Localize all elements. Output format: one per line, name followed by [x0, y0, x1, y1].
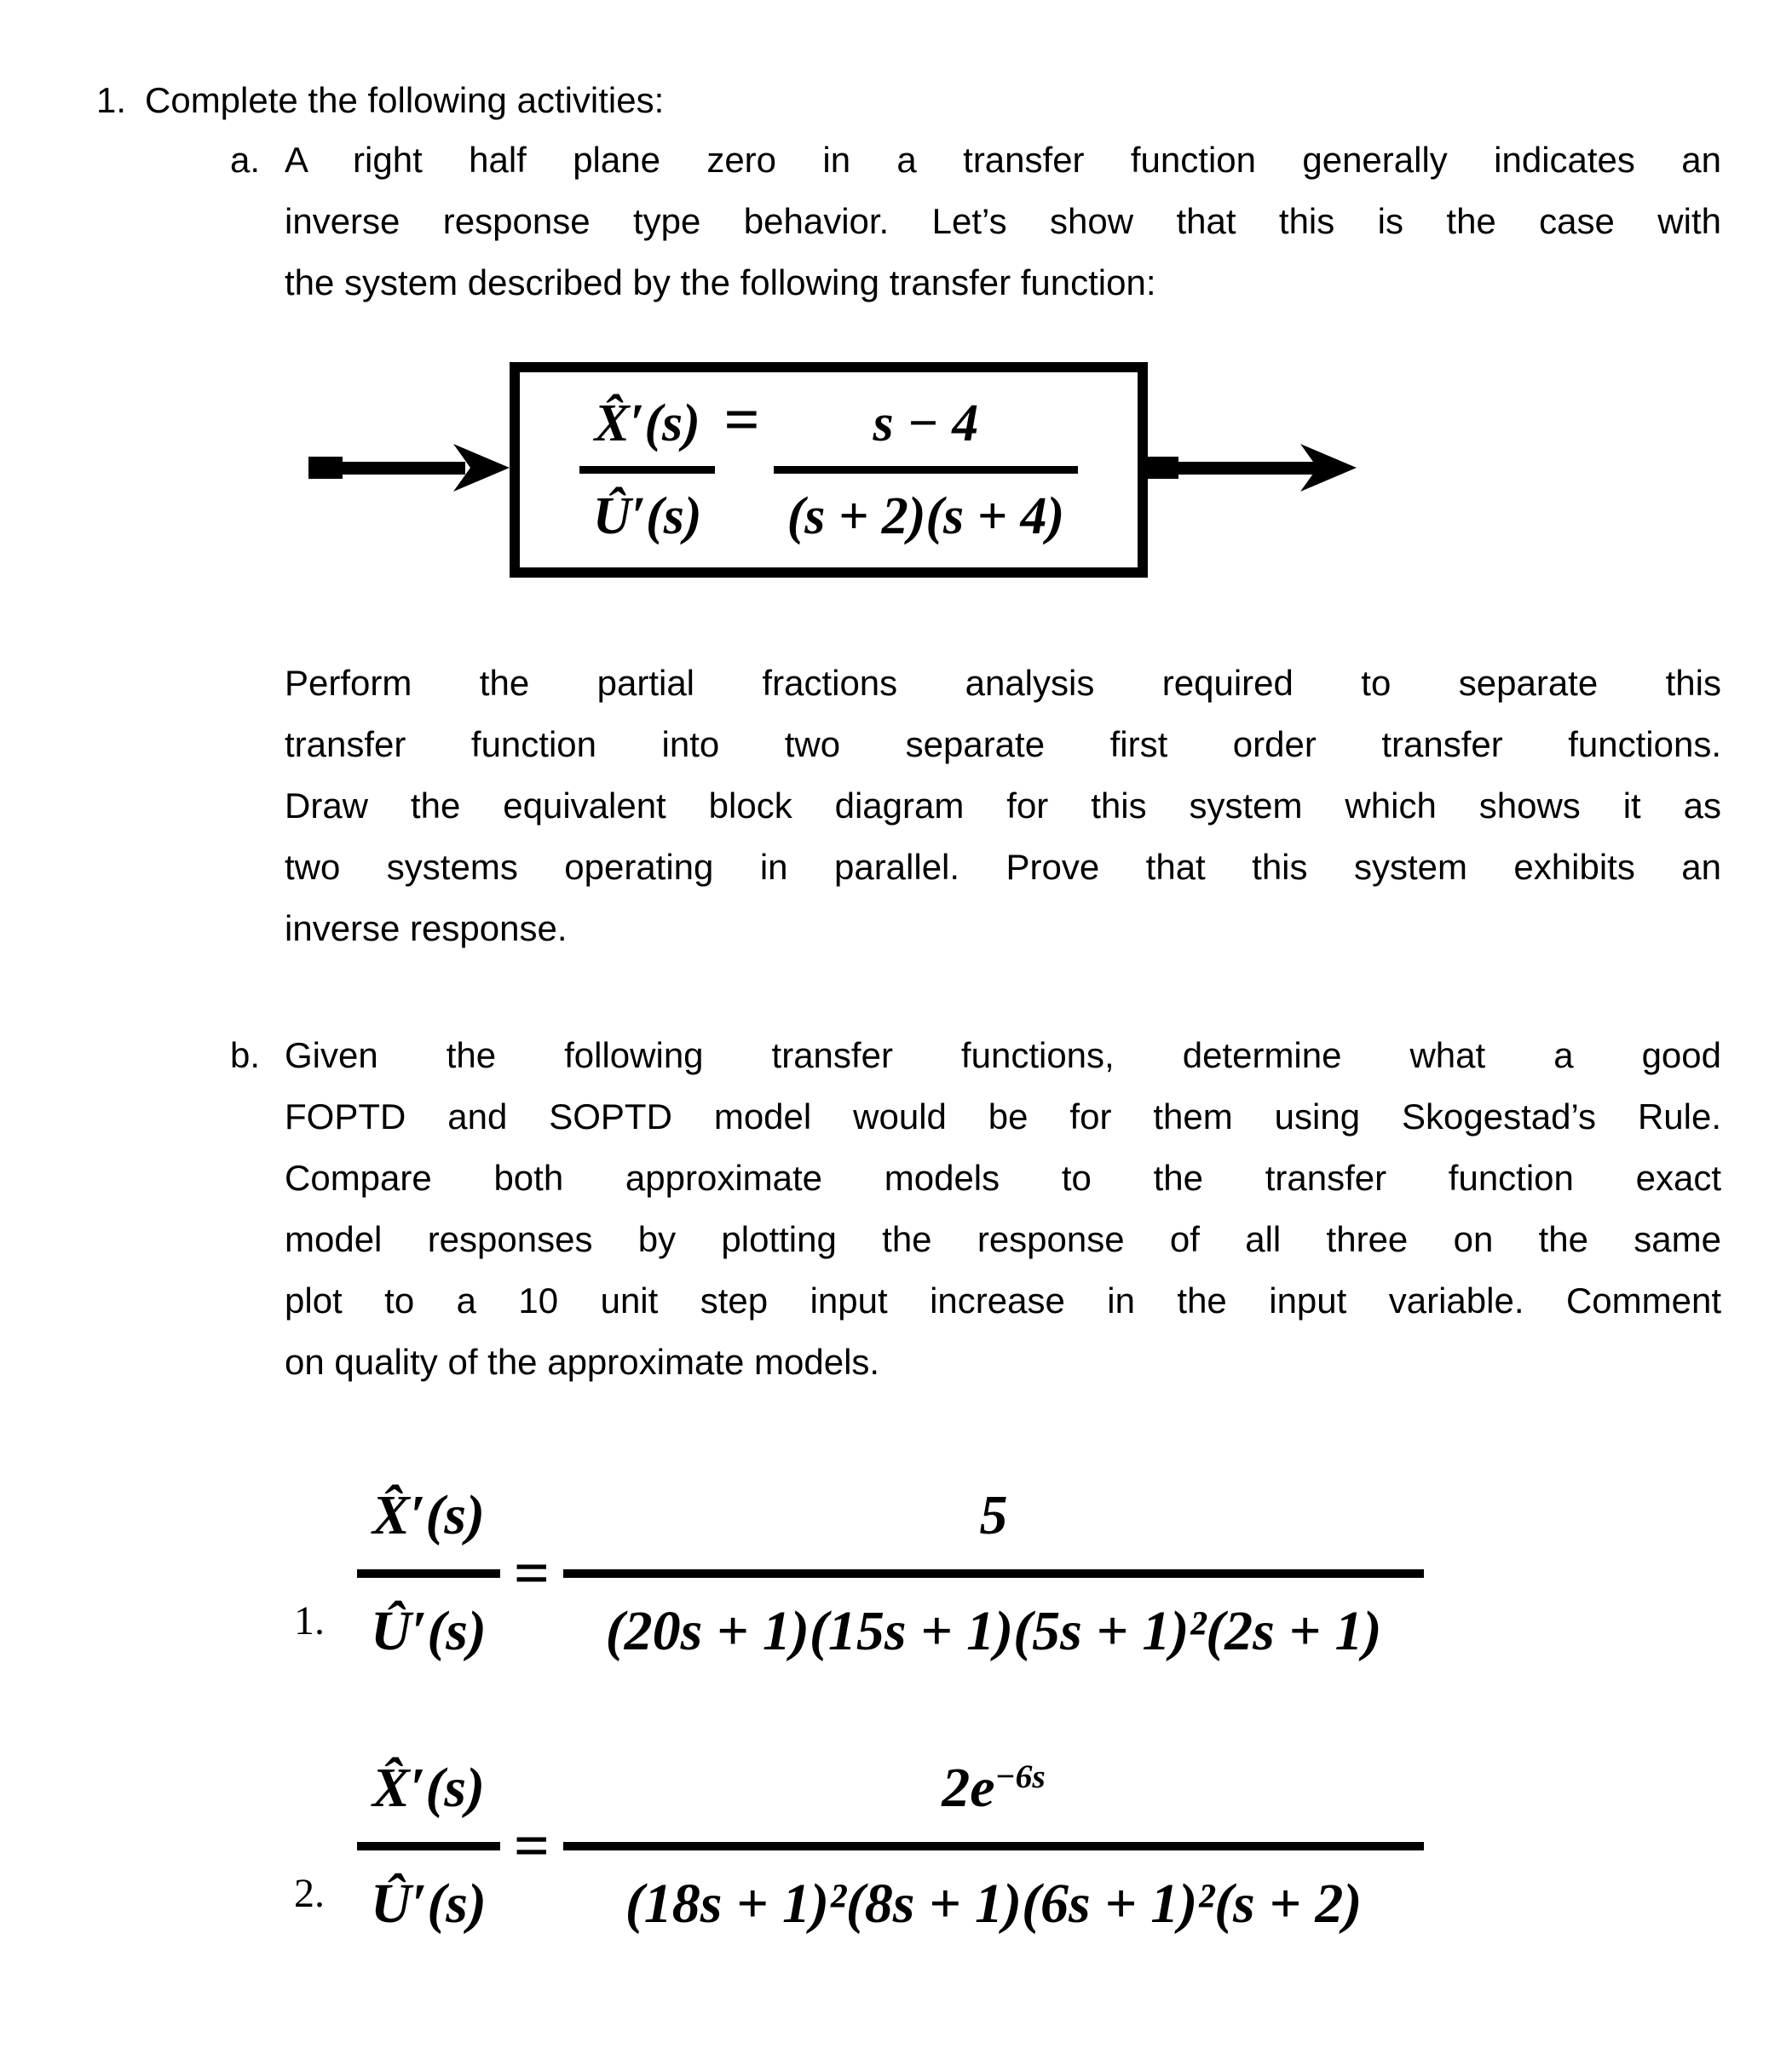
formula-2-lhs-denominator: Û′(s): [371, 1873, 487, 1935]
fraction-bar: [563, 1842, 1424, 1850]
paragraph-b-line: plot to a 10 unit step input increase in the input variable. Comment: [285, 1280, 1721, 1321]
box-lhs-denominator: Û′(s): [592, 487, 702, 545]
output-flow-arrow-icon: [1148, 441, 1357, 494]
paragraph-perform-line: two systems operating in parallel. Prove that this system exhibits an: [285, 847, 1721, 887]
box-lhs-fraction: [579, 381, 716, 559]
paragraph-perform-line: Perform the partial fractions analysis required to separate this: [285, 663, 1721, 703]
formula-2-number: 2.: [294, 1870, 325, 1916]
transfer-function-box: [510, 362, 1148, 578]
paragraph-a: [285, 129, 1721, 314]
equals-sign: =: [513, 1810, 550, 1881]
list-item-1: [96, 70, 664, 131]
paragraph-b-line: FOPTD and SOPTD model would be for them using Skogestad’s Rule.: [285, 1096, 1721, 1137]
formula-2-rhs-numerator: [928, 1735, 1058, 1842]
formula-2: [294, 1735, 1424, 1958]
paragraph-a-line: the system described by the following transfer function:: [285, 262, 1156, 302]
paragraph-b-line: model responses by plotting the response of all three on the same: [285, 1219, 1721, 1259]
exponent-base: 2e: [942, 1757, 995, 1819]
exponent: −6s: [994, 1758, 1046, 1796]
paragraph-perform-line: transfer function into two separate first order transfer functions.: [285, 724, 1721, 764]
input-flow-arrow-icon: [308, 441, 510, 494]
formula-1-rhs-fraction: [563, 1462, 1424, 1685]
item-1-text: Complete the following activities:: [145, 80, 665, 120]
formula-1-number: 1.: [294, 1597, 325, 1643]
box-equation: [579, 381, 1078, 559]
formula-2-rhs-fraction: [563, 1735, 1424, 1958]
fraction-bar: [563, 1569, 1424, 1578]
box-rhs-fraction: [774, 381, 1079, 559]
formula-1-rhs-denominator: (20s + 1)(15s + 1)(5s + 1)²(2s + 1): [605, 1600, 1382, 1662]
formula-1-lhs-numerator: X̂′(s): [372, 1484, 486, 1546]
paragraph-a-line: inverse response type behavior. Let’s show that this is the case with: [285, 201, 1721, 241]
fraction-bar: [357, 1569, 500, 1578]
box-rhs-numerator: s − 4: [873, 394, 979, 452]
paragraph-perform-line: inverse response.: [285, 908, 568, 948]
fraction-bar: [579, 466, 716, 474]
equals-sign: =: [513, 1538, 550, 1608]
paragraph-b: [285, 1025, 1721, 1393]
formula-2-rhs-denominator: (18s + 1)²(8s + 1)(6s + 1)²(s + 2): [625, 1873, 1363, 1935]
paragraph-perform: [285, 653, 1721, 959]
fraction-bar: [357, 1842, 500, 1850]
formula-2-lhs-numerator: X̂′(s): [372, 1757, 486, 1819]
equals-sign: =: [723, 385, 760, 455]
paragraph-b-line: on quality of the approximate models.: [285, 1342, 880, 1382]
item-b-label: b.: [230, 1035, 261, 1075]
item-1-number: 1.: [96, 80, 127, 120]
box-rhs-denominator: (s + 2)(s + 4): [787, 487, 1065, 545]
fraction-bar: [774, 466, 1079, 474]
paragraph-b-line: Given the following transfer functions, determine what a good: [285, 1035, 1721, 1075]
formula-2-lhs-fraction: [357, 1735, 500, 1958]
paragraph-a-line: A right half plane zero in a transfer function generally indicates an: [285, 140, 1721, 180]
formula-1-lhs-denominator: Û′(s): [371, 1600, 487, 1662]
paragraph-perform-line: Draw the equivalent block diagram for this system which shows it as: [285, 786, 1721, 826]
paragraph-b-line: Compare both approximate models to the transfer function exact: [285, 1158, 1721, 1198]
item-a-label: a.: [230, 140, 261, 180]
formula-1: [294, 1462, 1424, 1685]
formula-1-rhs-numerator: 5: [979, 1484, 1008, 1546]
block-diagram: [308, 362, 1374, 579]
box-lhs-numerator: X̂′(s): [594, 394, 700, 452]
formula-1-lhs-fraction: [357, 1462, 500, 1685]
